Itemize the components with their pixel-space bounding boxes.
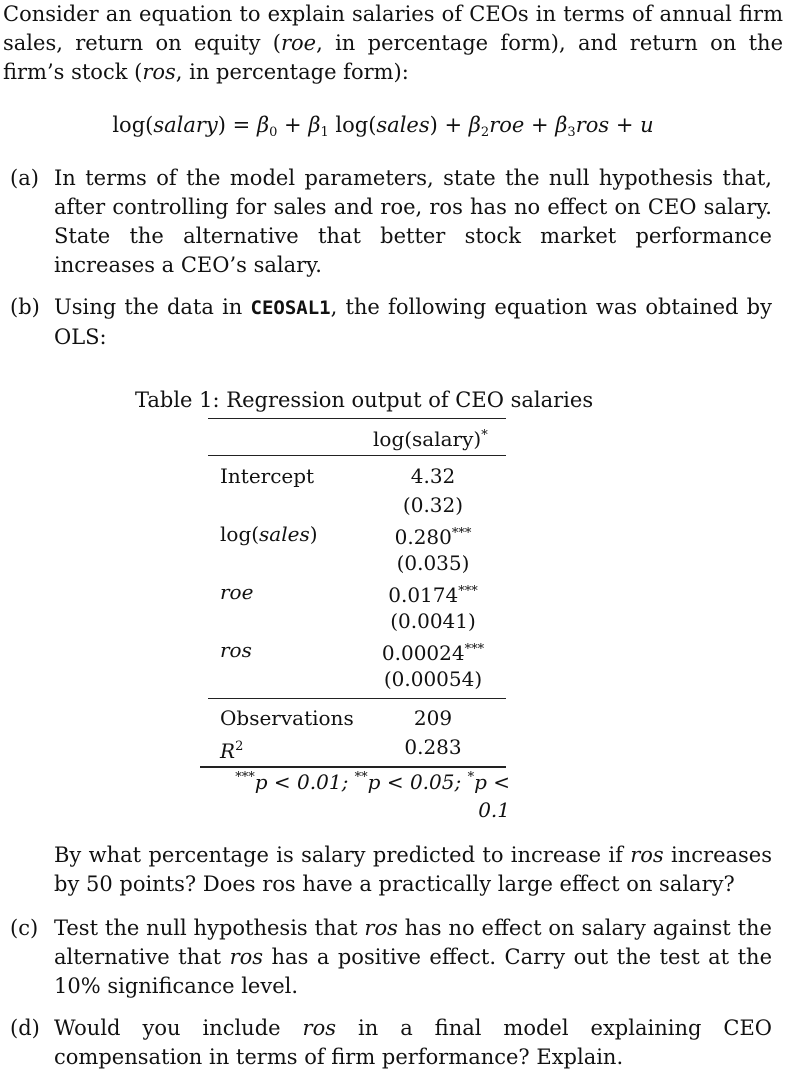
se-log-sales: (0.035) (396, 551, 470, 575)
question-c-before: Test the null hypothesis that (54, 916, 365, 940)
observations-label: Observations (220, 706, 354, 730)
table-header-rule (208, 455, 506, 456)
coef-log-sales-stars: *** (451, 526, 472, 541)
footnote-stars-2: ** (354, 770, 368, 785)
footnote-text-1: p < 0.01; (254, 770, 355, 794)
eq-beta0-sub: 0 (269, 125, 278, 140)
question-d-label: (d) (10, 1016, 40, 1040)
eq-beta1-sub: 1 (320, 125, 329, 140)
question-b-text-before: Using the data in (54, 295, 251, 319)
eq-plus3: + (524, 113, 556, 137)
row-label-log-sales (220, 520, 318, 548)
footnote-stars-1: *** (235, 770, 255, 785)
intro-text-3: , in percentage form): (175, 60, 409, 84)
coef-ros-stars: *** (464, 642, 485, 657)
question-c-label: (c) (10, 916, 39, 940)
coef-roe-stars: *** (458, 584, 478, 599)
eq-beta0: β (256, 113, 270, 137)
eq-u-var: u (640, 113, 654, 137)
eq-ros-var: ros (575, 113, 610, 137)
intro-roe-var: roe (280, 31, 317, 55)
table-header (373, 422, 488, 453)
table-top-rule (208, 418, 506, 419)
coef-log-sales (358, 520, 508, 551)
eq-log-fn: log( (328, 113, 377, 137)
question-d (10, 1014, 772, 1072)
footnote-text-2: p < 0.05; (367, 770, 468, 794)
question-c-ros-var-1: ros (364, 916, 398, 940)
footnote-text-3: p < 0.1 (474, 770, 510, 822)
question-c-text (54, 914, 772, 1001)
r2-superscript: 2 (235, 739, 244, 754)
question-b-text-after: , the following equation was obtained by OLS: (54, 295, 772, 349)
footnote-stars-3: * (467, 770, 475, 785)
eq-beta3-sub: 3 (567, 125, 576, 140)
question-d-ros-var: ros (302, 1016, 337, 1040)
coef-ros (358, 636, 508, 667)
row-label-log-fn: log( (220, 522, 260, 546)
question-c-after: has a positive effect. Carry out the test at the 10% significance level. (54, 945, 772, 998)
se-ros: (0.00054) (383, 667, 483, 691)
se-roe: (0.0041) (390, 609, 476, 633)
significance-footnote (200, 764, 510, 824)
question-d-after: in a final model explaining CEO compensation in terms of firm performance? Explain. (54, 1016, 772, 1069)
eq-beta2-sub: 2 (480, 125, 490, 140)
question-d-before: Would you include (54, 1016, 303, 1040)
eq-beta2: β (468, 113, 481, 137)
coef-roe (358, 578, 508, 609)
followup-before: By what percentage is salary predicted to increase if (54, 843, 631, 867)
row-label-roe: roe (220, 580, 254, 604)
row-label-sales-var: sales (259, 522, 310, 546)
coef-log-sales-value: 0.280 (394, 525, 452, 549)
question-b (10, 293, 772, 352)
table-header-star: * (481, 428, 488, 443)
observations-value: 209 (413, 706, 453, 730)
coef-roe-value: 0.0174 (388, 583, 459, 607)
se-intercept: (0.32) (402, 493, 464, 517)
table-caption: Table 1: Regression output of CEO salaries (135, 388, 594, 412)
coef-intercept (358, 462, 508, 490)
eq-beta3: β (555, 113, 568, 137)
followup-after: increases by 50 points? Does ros have a practically large effect on salary? (54, 843, 772, 896)
eq-beta1: β (308, 113, 321, 137)
row-label-ros: ros (220, 638, 252, 662)
question-c-ros-var-2: ros (229, 945, 264, 969)
r2-value: 0.283 (404, 735, 462, 759)
intro-text-2: , in percentage form), and return on the firm’s stock ( (3, 31, 783, 84)
eq-lhs-fn: log( (112, 113, 154, 137)
coef-ros-value: 0.00024 (381, 641, 465, 665)
r2-letter: R (220, 739, 236, 763)
question-a-label: (a) (10, 166, 39, 190)
eq-salary-var: salary (153, 113, 218, 137)
intro-ros-var: ros (142, 60, 176, 84)
eq-log-close: ) (429, 113, 438, 137)
eq-equals: = (225, 113, 257, 137)
question-d-text (54, 1014, 772, 1072)
dataset-name: CEOSAL1 (250, 297, 331, 319)
question-c-middle: has no effect on salary against the alternative that (54, 916, 772, 969)
coef-intercept-value: 4.32 (410, 464, 456, 488)
question-c (10, 914, 772, 1001)
intro-text-1: Consider an equation to explain salaries of CEOs in terms of annual firm sales, return on equity ( (3, 2, 783, 55)
row-label-log-close: ) (309, 522, 318, 546)
question-b-followup (54, 841, 772, 899)
intro-paragraph (3, 0, 783, 87)
table-header-text: log(salary) (373, 427, 482, 451)
model-equation (0, 110, 806, 148)
question-a (10, 164, 772, 280)
r2-label (220, 733, 243, 765)
eq-plus4: + (609, 113, 641, 137)
row-label-intercept: Intercept (220, 464, 315, 488)
eq-roe-var: roe (489, 113, 525, 137)
table-stats-rule (208, 698, 506, 699)
eq-sales-var: sales (376, 113, 430, 137)
eq-plus1: + (277, 113, 309, 137)
question-b-label: (b) (10, 295, 40, 319)
question-a-text: In terms of the model parameters, state the null hypothesis that, after controlling for sales and roe, ros has no effect on CEO salary. State the alternative that better stock market performance increases a CEO’s salary. (54, 166, 772, 277)
followup-ros-var: ros (630, 843, 664, 867)
eq-plus2: + (437, 113, 469, 137)
question-b-text (54, 293, 772, 352)
eq-lhs-close: ) (217, 113, 226, 137)
